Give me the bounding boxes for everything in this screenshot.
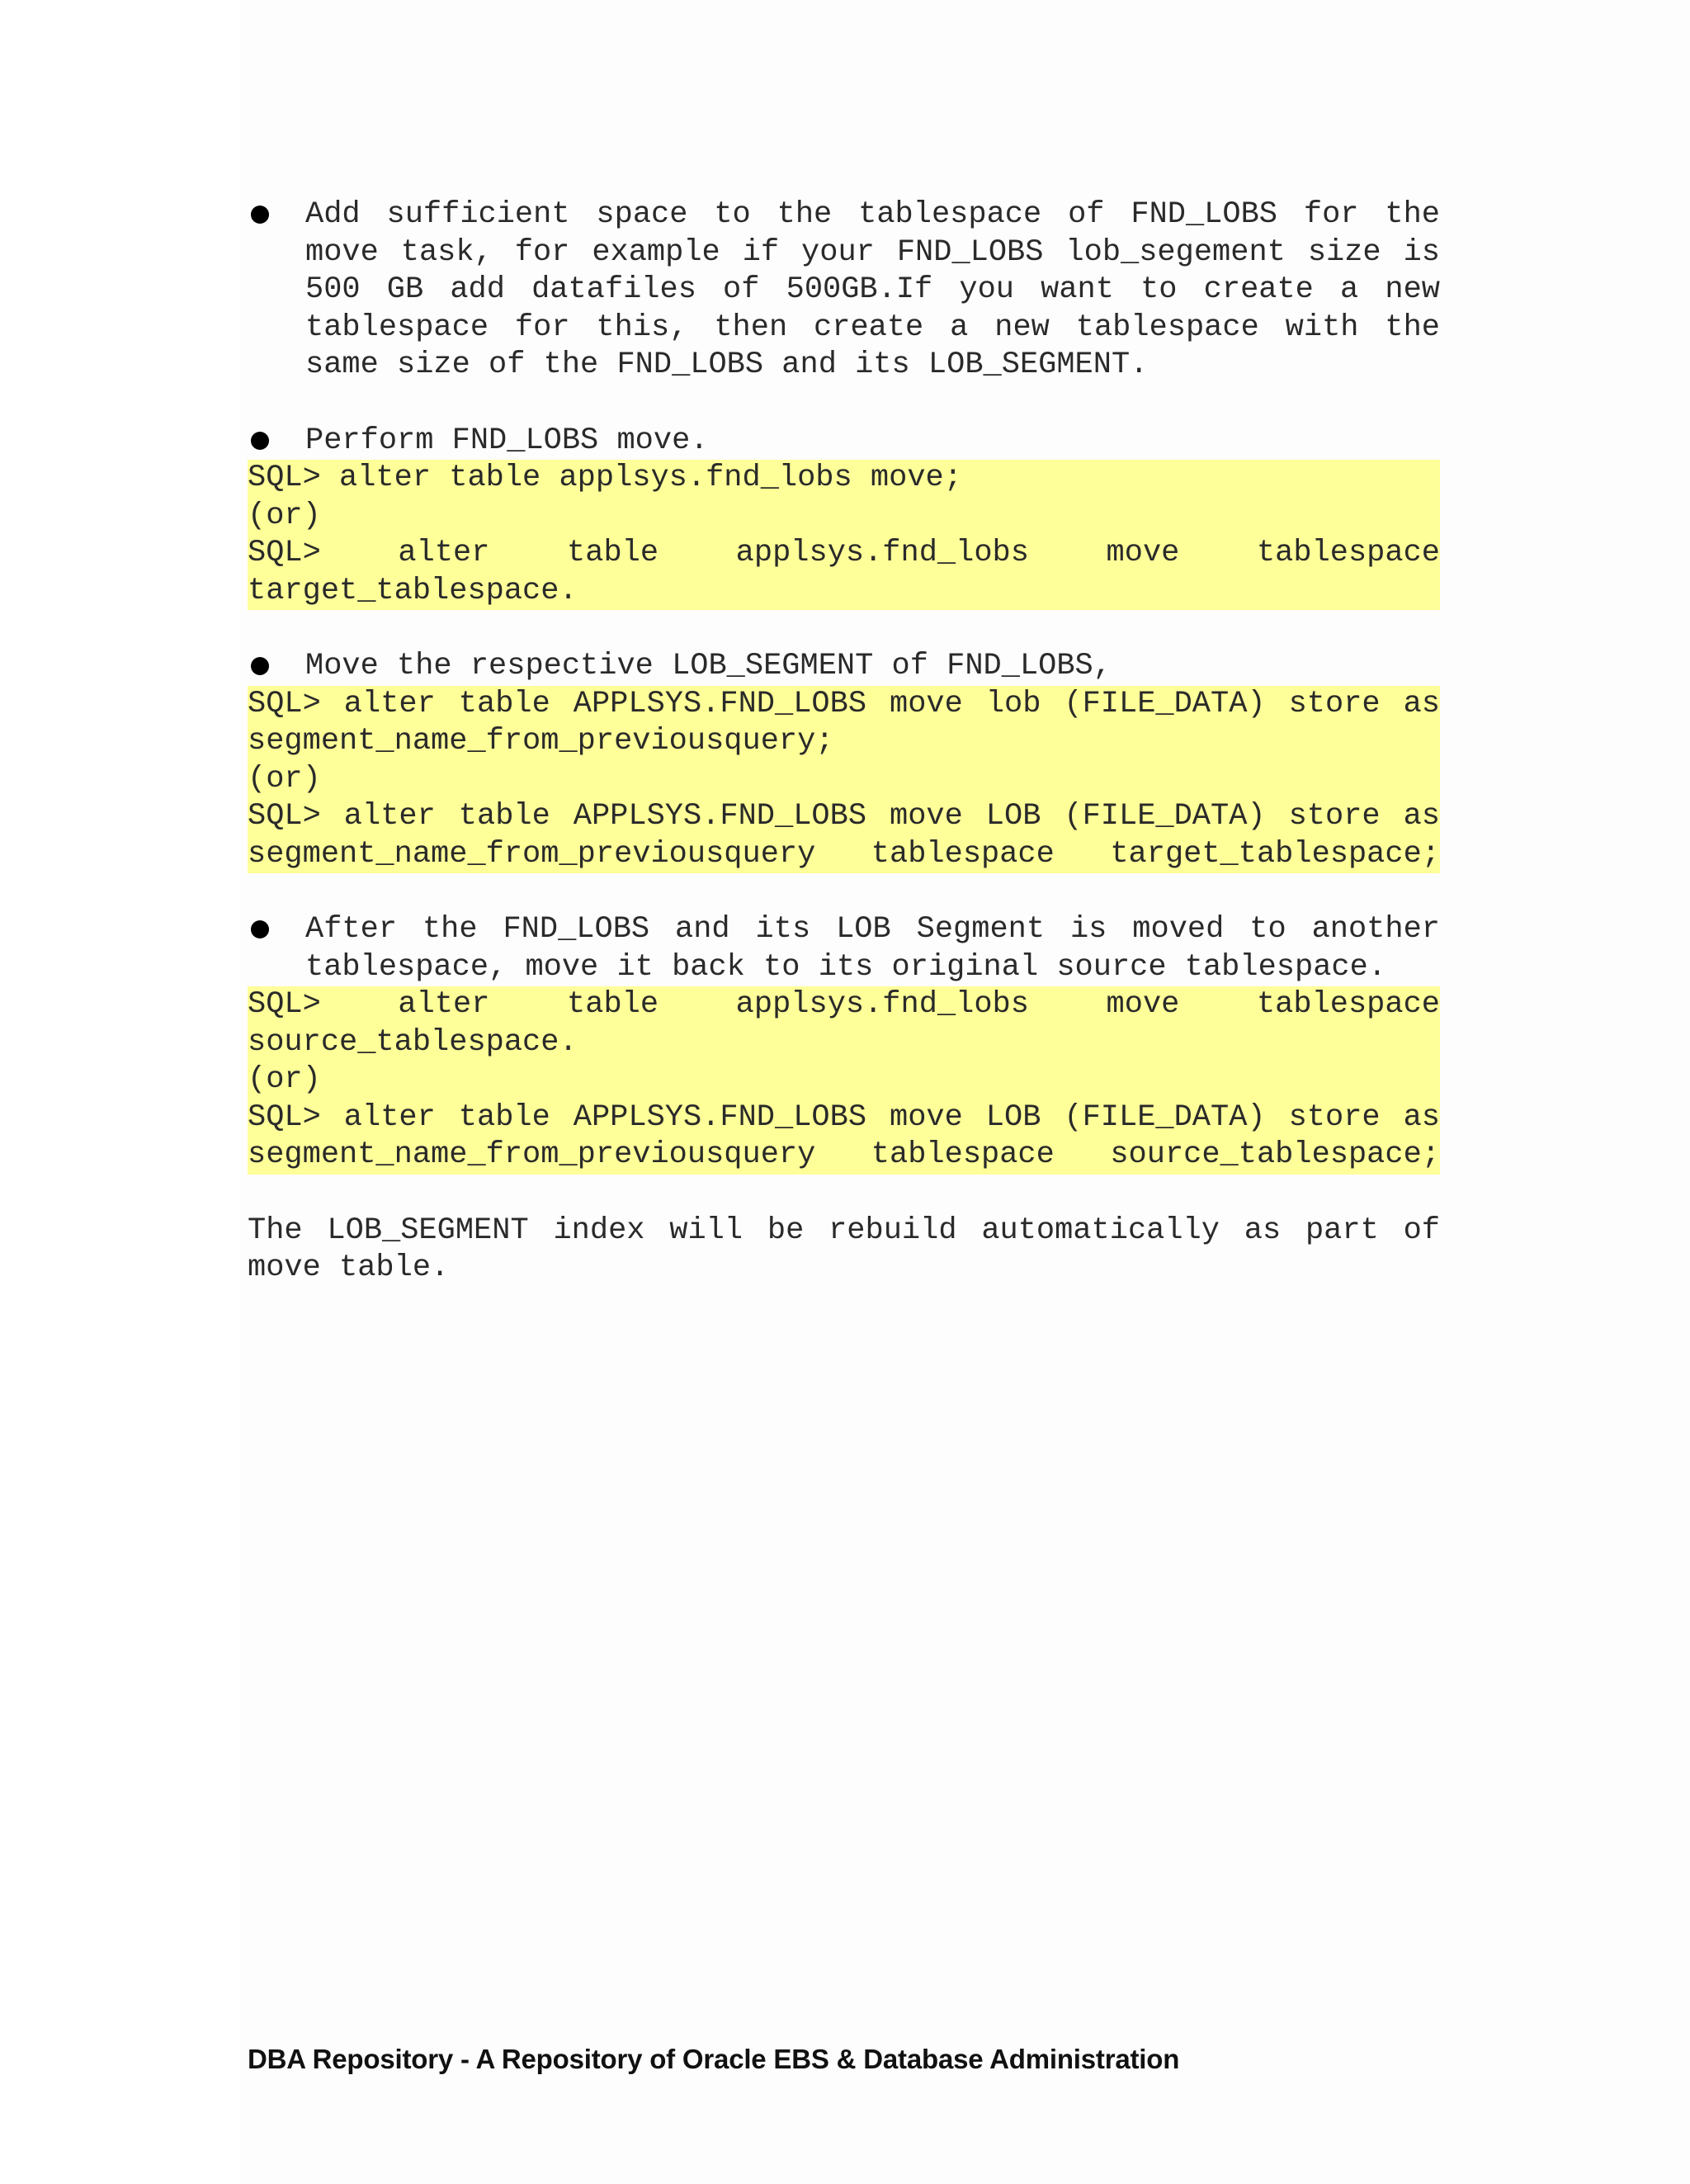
- bullet-text-line: same size of the FND_LOBS and its LOB_SEGMENT.: [305, 347, 1149, 382]
- sql-line: SQL> alter table applsys.fnd_lobs move tablespace: [248, 987, 1440, 1022]
- bullet-text-line: 500 GB add datafiles of 500GB.If you want to create a new: [305, 272, 1440, 307]
- bullet-perform-move: [248, 423, 1440, 461]
- sql-line: segment_name_from_previousquery;: [248, 724, 834, 759]
- sql-line: SQL> alter table APPLSYS.FND_LOBS move LOB (FILE_DATA) store as: [248, 799, 1440, 834]
- bullet-text-line: tablespace, move it back to its original source tablespace.: [305, 949, 1387, 985]
- bullet-icon: [251, 432, 269, 450]
- sql-code-block: [248, 986, 1440, 1175]
- bullet-add-space: [248, 196, 1440, 385]
- page-footer: DBA Repository - A Repository of Oracle EBS & Database Administration: [248, 2044, 1180, 2074]
- sql-line: target_tablespace.: [248, 573, 578, 608]
- bullet-text-line: Add sufficient space to the tablespace of FND_LOBS for the: [305, 197, 1440, 232]
- bullet-icon: [251, 920, 269, 938]
- sql-line: segment_name_from_previousquery tablespace target_tablespace;: [248, 836, 1440, 872]
- sql-line: SQL> alter table applsys.fnd_lobs move;: [248, 461, 962, 495]
- sql-line: source_tablespace.: [248, 1024, 578, 1060]
- bullet-move-lob-segment: [248, 648, 1440, 686]
- sql-line: (or): [248, 761, 321, 797]
- sql-code-block: [248, 686, 1440, 874]
- sql-line: SQL> alter table APPLSYS.FND_LOBS move lob (FILE_DATA) store as: [248, 686, 1440, 721]
- sql-line: segment_name_from_previousquery tablespace source_tablespace;: [248, 1137, 1440, 1172]
- closing-line: move table.: [248, 1250, 450, 1285]
- bullet-text-line: move task, for example if your FND_LOBS lob_segement size is: [305, 234, 1440, 270]
- bullet-text-line: Perform FND_LOBS move.: [305, 423, 709, 458]
- closing-line: The LOB_SEGMENT index will be rebuild automatically as part of: [248, 1213, 1440, 1248]
- closing-paragraph: [248, 1213, 1440, 1288]
- bullet-move-back: [248, 911, 1440, 986]
- bullet-text-line: After the FND_LOBS and its LOB Segment is moved to another: [305, 912, 1440, 947]
- sql-code-block: [248, 460, 1440, 610]
- sql-line: (or): [248, 498, 321, 533]
- sql-line: (or): [248, 1062, 321, 1097]
- bullet-icon: [251, 657, 269, 675]
- bullet-icon: [251, 206, 269, 224]
- bullet-text-line: tablespace for this, then create a new tablespace with the: [305, 310, 1440, 345]
- bullet-text-line: Move the respective LOB_SEGMENT of FND_LOBS,: [305, 649, 1112, 683]
- document-body: [248, 196, 1440, 1288]
- sql-line: SQL> alter table applsys.fnd_lobs move tablespace: [248, 536, 1440, 570]
- sql-line: SQL> alter table APPLSYS.FND_LOBS move LOB (FILE_DATA) store as: [248, 1099, 1440, 1135]
